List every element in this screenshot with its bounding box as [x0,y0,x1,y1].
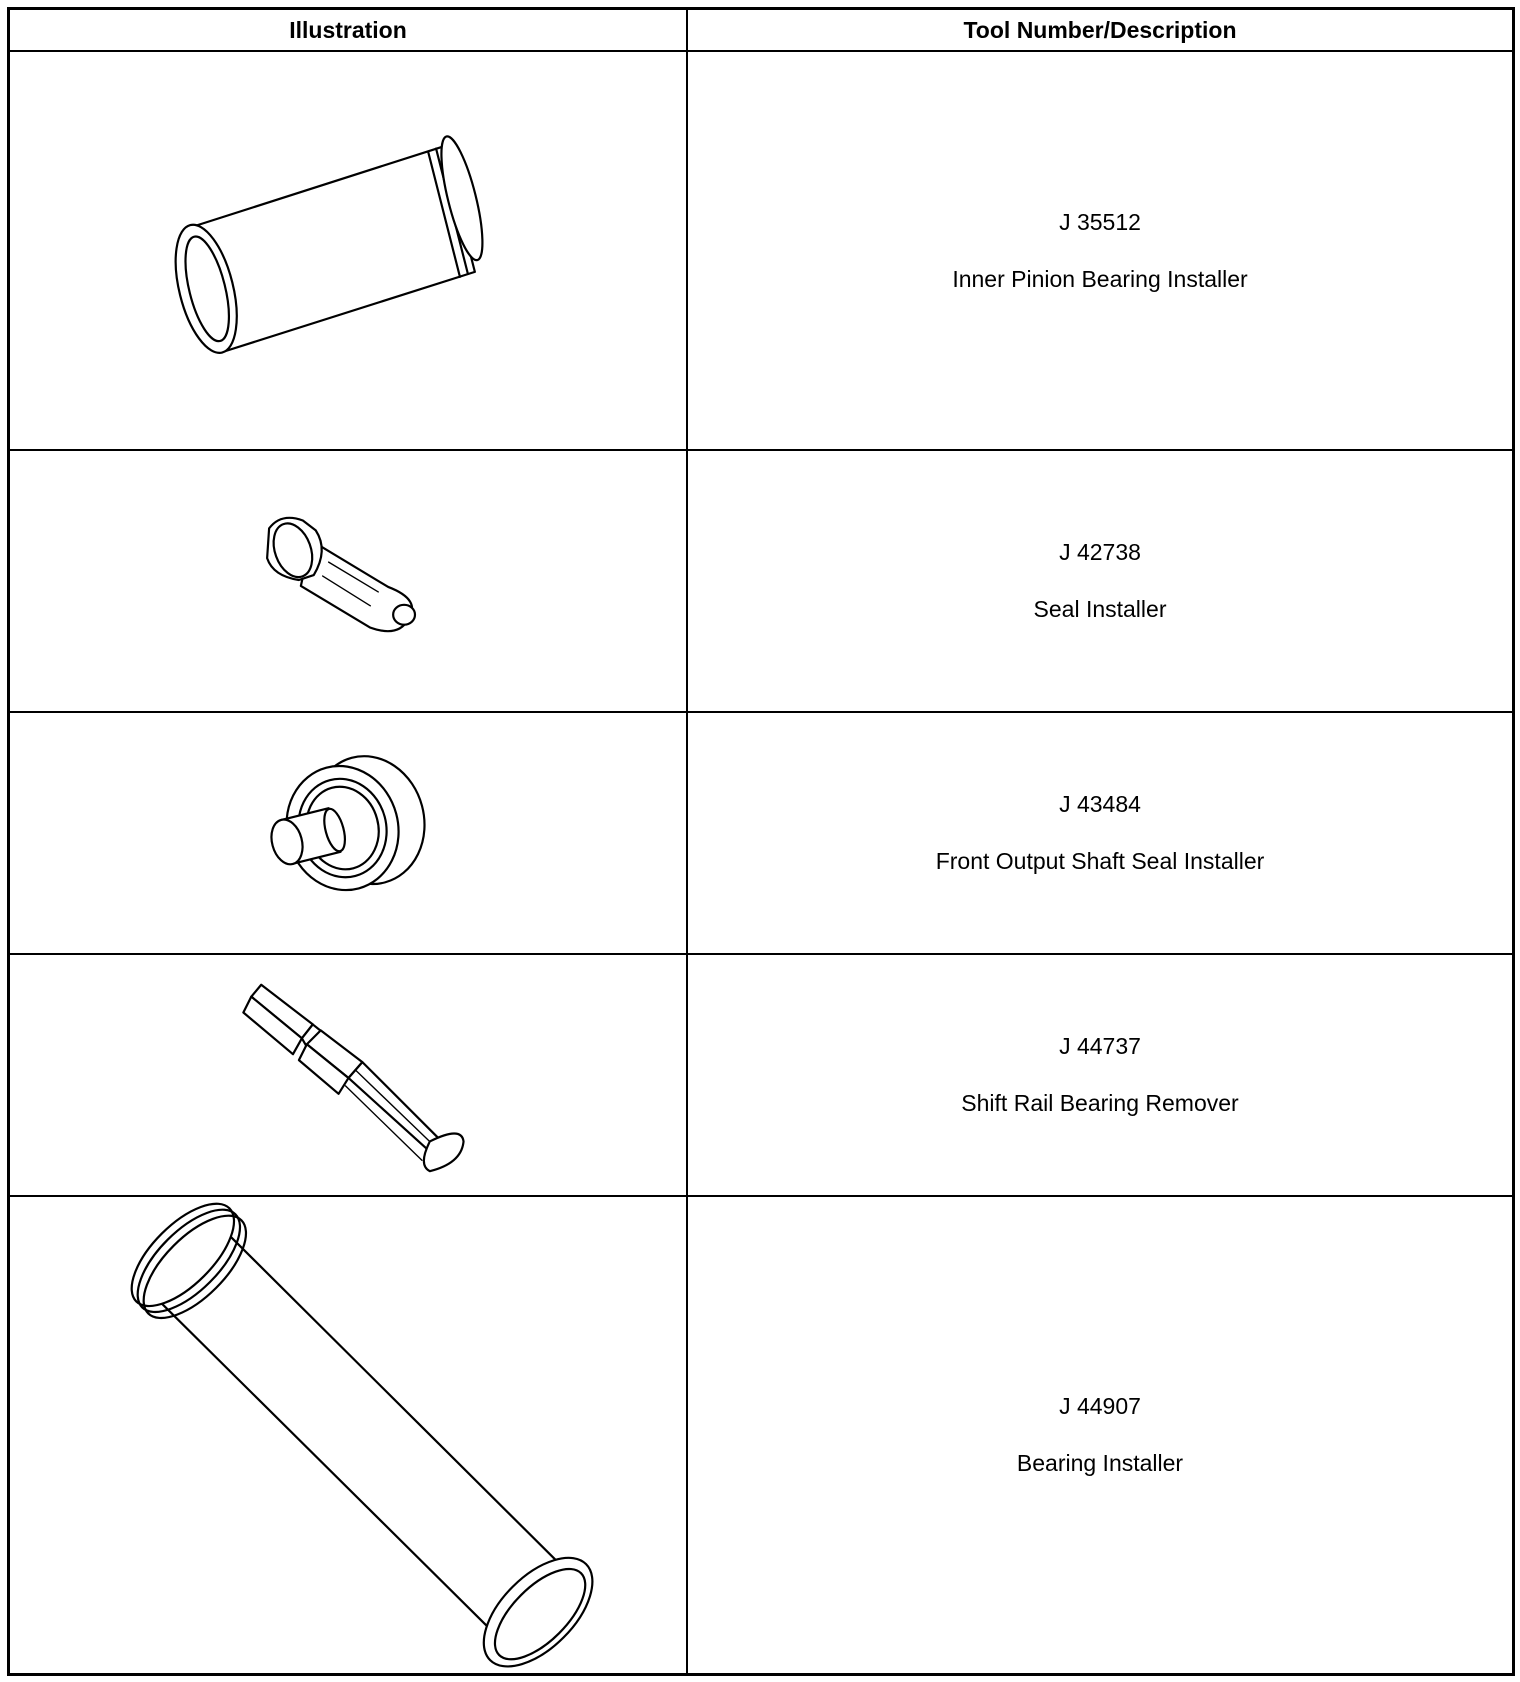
bearing-installer-tube-icon [10,1197,686,1673]
table-row-description [688,52,1512,451]
tool-number: J 44737 [1059,1033,1141,1059]
table-row-illustration [10,52,688,451]
header-tool-number-description: Tool Number/Description [688,10,1512,52]
tool-description: Front Output Shaft Seal Installer [935,848,1265,874]
table-row-description [688,713,1512,955]
tube-installer-icon [10,52,686,449]
special-tools-table [7,7,1515,1676]
tool-description: Bearing Installer [1016,1450,1184,1476]
table-row-illustration [10,1197,688,1673]
table-row-description [688,1197,1512,1673]
tool-number: J 42738 [1059,539,1141,565]
tool-number: J 43484 [1059,791,1141,817]
tool-number: J 35512 [1059,208,1141,235]
tool-description: Shift Rail Bearing Remover [961,1090,1239,1116]
table-row-illustration [10,713,688,955]
table-row-illustration [10,451,688,713]
table-row-description [688,451,1512,713]
output-shaft-seal-installer-icon [10,713,686,953]
tool-description: Inner Pinion Bearing Installer [952,265,1248,292]
bearing-remover-icon [10,955,686,1195]
table-row-description [688,955,1512,1197]
seal-installer-icon [10,451,686,711]
table-row-illustration [10,955,688,1197]
tool-description: Seal Installer [1033,596,1167,622]
tool-number: J 44907 [1059,1393,1141,1419]
header-illustration: Illustration [10,10,688,52]
